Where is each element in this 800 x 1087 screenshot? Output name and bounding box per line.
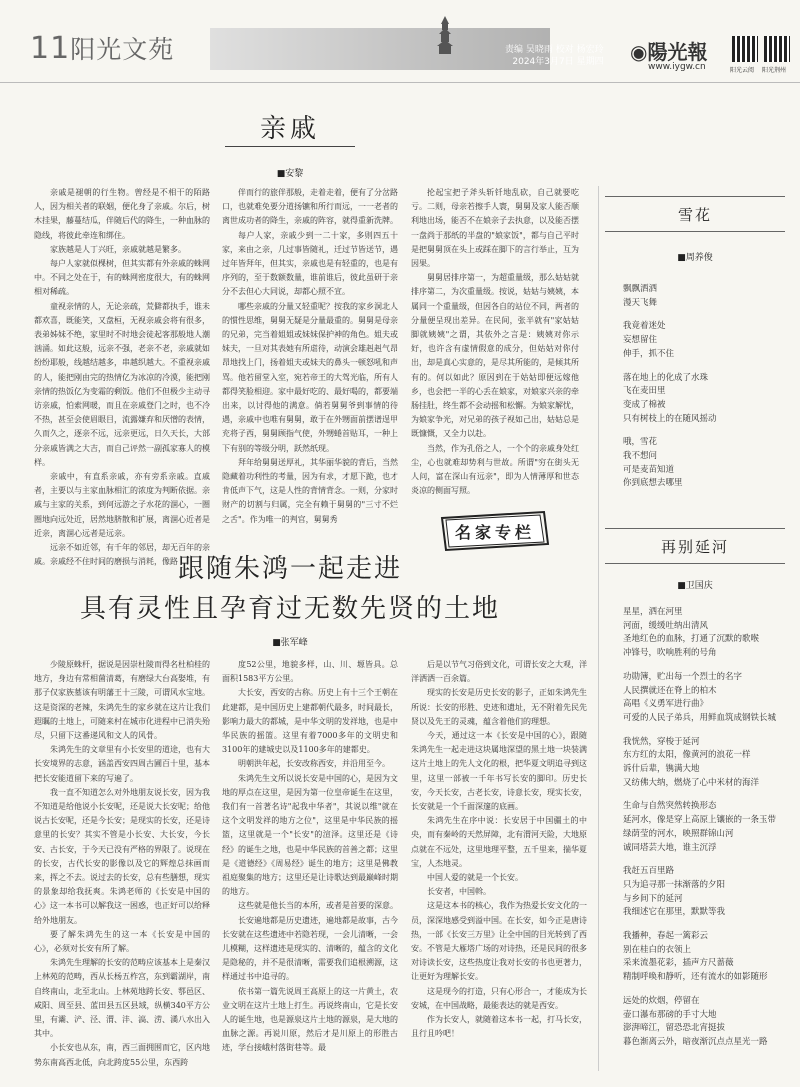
poem-line: 只为追寻那一抹渐落的夕阳	[623, 879, 726, 890]
poem-line: 人民撰就还在脊上的柏木	[623, 685, 717, 696]
date-line: 2024年3月7日 星期四	[512, 57, 604, 67]
qr-label: 阳光云阅	[730, 67, 755, 74]
poem-body	[623, 606, 793, 1060]
poem-title: 再别延河	[660, 538, 729, 556]
poem-line: 与乡间下的延河	[623, 893, 683, 904]
poem-line: 漫天飞舞	[623, 297, 658, 308]
poem-line: 河面，缓缓吐纳出清风	[623, 620, 709, 631]
article-column	[34, 658, 210, 1078]
poem-line: 又纺佛大纳，燃烧了心中米材的海洋	[623, 777, 760, 788]
poem-line: 我细述它在那里，默默等我	[623, 907, 726, 918]
poem-stanza	[623, 671, 793, 726]
paragraph: 小长安也从东，南，西三面拥围而它，区内地势东南高西北低，向北跨度55公里，东西跨	[34, 1043, 210, 1067]
poem-line: 你到底想去哪里	[623, 478, 683, 489]
pagoda-icon	[430, 14, 460, 54]
poem-stanza	[623, 800, 793, 855]
poem-line: 远处的炊烟，停留在	[623, 995, 700, 1006]
paragraph: 每户人家，亲戚少到一二十家，多则四五十家，来由之亲，几过事皆随礼，迁过节皆送节，遇过年皆拜年，但其实，亲戚也是有轻重的，也是有序列的，至于数额数量，谁前谁后，彼此虽研于亲分不去但心大同说，却都心照不宣。	[222, 230, 398, 297]
article-byline: ■安黎	[276, 169, 304, 179]
poem-line: 我竟着迷处	[623, 321, 666, 332]
article-title-line1: 跟随朱鸿一起走进	[177, 554, 402, 584]
paragraph: 朱鸿先生在序中说：长安居于中国疆土的中央，而有秦岭的天然屏障，北有渭河天险，大地原点就在不远处，这里地理平整，五千里来，揣华夏宝，人杰地灵。	[411, 816, 587, 868]
poem-line: 变成了棉被	[623, 399, 666, 410]
edition-info	[505, 44, 604, 68]
paragraph: 舅舅居排序第一，为超重量级，那么姑姑就排序第二，为次重量级。按说，姑姑与姨姨，本属同一个重量级，但因各自的站位不同，两者的分量便呈现出差异。在民间，张半就有"家姑姑脚就姨姨"之谓，其依外之言是：姨姨对你示好，也许含有虚情假意的成分，但姑姑对你付出，却是真心实意的，是尽其所能的，是倾其所有的。何以如此？原因到在于姑姑即便远嫁他乡，也会把一半的心丢在娘家，对娘家兴亲的牵肠挂肚，终生都不会动摇和松懈。为娘家解忧，为娘家争光，对兄弟的孩子视如己出，姑姑总是既慷慨，又全力以赴。	[411, 273, 579, 439]
poem-line: 诚同塔芸大地，谁主沉浮	[623, 842, 717, 853]
qr-code-icon[interactable]	[764, 36, 790, 62]
paragraph: 依书第一篇先说周王高原上的这一片黄土，农业文明在这片土地上打生。再说终南山，它是长安人的诞生地，也是源泉这片土地的源泉，是大地的血脉之源。再说川原，然后才是川原上的形胜古迹，学台接峨村落街巷等。最	[222, 986, 398, 1053]
paragraph: 当然，作为孔俗之人，一个个的亲戚身处红尘，心也就难却势利与世故。所谓"穷在街头无人问，富在深山有远亲"，即为人情薄厚和世态炎凉的侧面写照。	[411, 443, 579, 496]
poem-line: 星星，洒在河里	[623, 607, 683, 617]
poem-line: 我赶五百里路	[623, 866, 675, 877]
paragraph: 朱鸿先生的文章里有小长安里的道途，也有大长安境界的志意，涵盖西安四周古圃百十里，基本把长安能道留下来的写遍了。	[34, 745, 210, 783]
column-badge: 名家专栏	[455, 523, 536, 542]
paragraph: 这是这本书的核心，我作为热爱长安文化的一员，深深地感受到溢中国。在长安，如今正是唐诗热，一部《长安三万里》让全中国的目光转到了西安。不管是大雁塔广场的对诗热，还是民间的很多对诗读长安，这些热度让我对长安的书也更著力，让更好为理解长安。	[411, 901, 587, 982]
article-column	[411, 186, 579, 508]
poem-body	[623, 283, 783, 501]
poem-stanza	[623, 320, 783, 361]
poem-byline: ■周养俊	[677, 253, 713, 263]
poem-line: 冲锋号，吹响胜利的号角	[623, 648, 717, 659]
paragraph: 家族越是人丁兴旺，亲戚就越是繁多。	[50, 244, 186, 254]
paragraph: 明朝洪年起，长安改称西安，并沿用至今。	[238, 759, 390, 769]
paragraph: 要了解朱鸿先生的这一本《长安是中国的心》，必须对长安有所了解。	[34, 929, 210, 954]
paragraph: 长安遍地都是历史遗迹，遍地都是故事，古今长安就在这些遗迹中若隐若现，一会儿清晰，一会儿模糊，这样遗迹是现实的、清晰的，蕴含的文化是隐秘的，并不是很清晰，需要我们追根溯源，这样通过书中追寻的。	[222, 915, 398, 982]
paragraph: 每户人家就似棵树，但其实都有外亲戚的蛛网中。不同之处在于，有的蛛网密度很大，有的蛛网相对稀疏。	[34, 259, 210, 297]
article-title-line2: 具有灵性且孕育过无数先贤的土地	[79, 594, 500, 624]
paragraph: 亲戚中，有直系亲戚，亦有旁系亲戚。直戚者，主要以与主家血脉相汇的浓度为判断依据。亲戚与主家的关系，到何远游之子水花的涸心，一圈圈地向远处近，居然地脐散和扩展，离涸心近者是近亲，离涸心远者是远亲。	[34, 472, 210, 538]
paragraph: 这是现今的打造，只有心形合一，才能成为长安城，在中国战略，最能表达的就是西安。	[411, 986, 587, 1010]
poem-line: 东方红的太阳，像黄河的浪花一样	[623, 750, 751, 761]
article-column	[411, 658, 587, 1078]
article-title: 亲戚	[259, 114, 320, 144]
paragraph: 亲戚是褪朝的行生物。曾经是不相干的陌路人，因为相关者的联姻，便化身了亲戚。尔后，树木挂果，藤蔓结瓜，伴随后代的降生，一种血脉的隐线，将彼此牵连和绑住。	[34, 188, 210, 240]
poem-line: 只有树枝上的在随风摇动	[623, 413, 717, 424]
column-divider	[598, 186, 599, 1071]
poem-stanza	[623, 436, 783, 491]
poem-stanza	[623, 606, 793, 661]
paragraph: 我一直不知道怎么对外地朋友说长安，因为我不知道是给他说小长安呢，还是说大长安呢；给他说古长安呢，还是今长安；是现实的长安，还是诗意里的长安？其实不管是小长安、大长安，今长安、古长安，于今天已没有严格的界限了。说现在的长安，古代长安的影像以及它的辉煌总抹画而来，挥之不去。说过去的长安，总有些膳想，现实的景象却给我抚爽。朱鸿老师的《长安是中国的心》这一本书可以解我这一困惑，也正好可以给释给外地朋友。	[34, 787, 210, 925]
paragraph: 后是以节气习俗到文化，可谓长安之大观，洋洋洒洒一百余篇。	[411, 660, 587, 684]
poem-line: 妄想留住	[623, 335, 658, 346]
paragraph: 少陵原蛛杆，据说是因崇杜陵而得名杜柏桂的地方，身边有常相菌清葛，有磨绿大台高娶堆，有那子仅家族墓该有明藩王十三陵，可谓风水宝地。这是资深的老辣，朱鸿先生的家乡就在这片让我们遐瞩的土地上，可随来村在城市化进程中已消失殆尽，只留下这番递风和文人的风骨。	[34, 660, 210, 741]
poem-line: 高唱《义勇军进行曲》	[623, 699, 709, 710]
poem-line: 可爱的人民子弟兵，用鲜血筑成钢铁长城	[623, 712, 777, 723]
poem-line: 生命与自然突然转换形态	[623, 801, 717, 812]
header-banner	[210, 28, 550, 70]
poem-line: 采来流墨花彩，插声方尺蔷薇	[623, 958, 734, 969]
title-underline	[225, 146, 355, 147]
poem-line: 暮色渐离云外，暗夜渐沉点点星光一路	[623, 1036, 768, 1047]
qr-code-icon[interactable]	[732, 36, 758, 62]
poem-line: 飞在麦田里	[623, 386, 666, 397]
paragraph: 朱鸿先生文所以说长安是中国的心，是因为文地的厚点在这里，是因为第一位皇帝诞生在这里，我们有一首著名诗"起我中华者"，其说以维"就在这个文明发祥的地方之位"，这里是中华民族的摇篮，这里就是一个"长安"的渲泽。这里还是《诗经》的诞生之地，也是中华民族的首善之都；这里是《道德经》《周易经》诞生的地方；这里是佛教祖庭聚集的地方；这里还是让诗歌达到最巅峰时期的地方。	[222, 773, 398, 897]
poem-stanza	[623, 995, 793, 1050]
poem-line: 功勋簿，贮出每一个烈士的名字	[623, 671, 743, 682]
paragraph: 现实的长安是历史长安的影子，正如朱鸿先生所说：长安的形胜、史迹和遗址，无不附着先民先贤以及先王的灵魂，蕴含着他们的理想。	[411, 688, 587, 726]
poem-stanza	[623, 736, 793, 791]
paragraph: 度52公里，地貌多样，山、川、塬皆具。总面积1583平方公里。	[222, 660, 398, 684]
poem-line: 我不想问	[623, 451, 658, 462]
poem-line: 我播种，春起一篱彩云	[623, 931, 709, 942]
paragraph: 今天，通过这一本《长安是中国的心》，跟随朱鸿先生一起走进这块属地深望的黑土地一块装满这片土地上的先人文化的根，把华夏文明追寻到这里，这里一部被一千年书写长安的脚印。历史长安，今天长安，古老长安，诗意长安，现实长安，长安就是一个千面深邃的底画。	[411, 731, 587, 812]
editor-line: 责编 吴晓雨 校对 杨宏玲	[505, 45, 604, 55]
poem-line: 落在地上的化成了水珠	[623, 372, 709, 383]
paragraph: 童视亲情的人，无论亲疏，荒僻都执手，谁未都欢喜，既能笑，又盘桓，无视亲戚会将有很多，表弟姊妹不绝，家里时不时地会徒起客那般地人潮汹涌。如此这般，远亲不强，老亲不老，亲戚就如纷纷耶般，线越结越多，串越织越大。不重视亲戚的人，能把刚由完的热情亿为冰凉的冷漠，能把刚亲情的热饭亿为变霜的剩饭。他们不但极少主动寻访亲戚，怕索网暖，而且在亲戚登门之时，也不冷不热，甚至会使眉眼目，流露嫌弃和厌憎的表情，久而久之，逐亲不远，远亲更远，日久天长，大部分亲戚皆满之大吉，而自己评然一副孤家寡人的模样。	[34, 301, 210, 467]
poem-line: 飘飘洒洒	[623, 284, 658, 294]
section-name: 阳光文苑	[70, 35, 175, 64]
qr-label: 阳光荆州	[762, 67, 787, 74]
poem-stanza	[623, 865, 793, 920]
sun-icon: ◉	[630, 40, 648, 64]
poem-line: 绿荫莹的河水，映照群锦山河	[623, 828, 734, 839]
article-column	[34, 186, 210, 567]
poem-stanza	[623, 283, 783, 310]
paragraph: 远亲不如近邻，有千年的邻居，却无百年的亲戚。亲戚经不住时间的磨损与消耗，像路	[34, 543, 210, 567]
newspaper-url[interactable]: www.iygw.cn	[648, 62, 706, 72]
paragraph: 哪些亲戚的分量又轻重呢？按我的家乡洞北人的惯性思维，舅舅无疑是分量最重的。舅舅是母亲的兄弟，完当着姐姐或妹妹保护神的角色。姐夫或妹夫，一旦对其表她有所虐待，动演会雄赳赳气昂昂地找上门，扬着姐夫或妹夫的鼻头一顿怒吼和声骂。他若留堂入室，宛若帝王的大驾光临，所有人都得笑脸相迎。家中最好吃的、最好喝的，都要端出来，以讨得他的满意。倘若舅舅爷到事情的待遇，亲戚中也唯有舅舅，敢于在外甥面前摆谱逞甲充将子西，舅舅顾指气使，外甥蜷首贴耳，一种上下有别的等级分明，跃然纸现。	[222, 301, 398, 453]
header-divider	[0, 82, 800, 83]
poem-line: 我恍然，穿梭于延河	[623, 736, 700, 747]
poem-line: 哦，雪花	[623, 437, 658, 448]
page-header	[0, 0, 800, 74]
paragraph: 朱鸿先生理解的长安的范畴应该基本上是秦汉上林苑的范畴，西从长杨五柞宫，东到霸湖岸，南自终南山，北至北山。上林苑地跨长安、鄠邑区、咸阳、周至县、蓝田县五区县域，纵横340平方公里，有灞、浐、泾、渭、沣、滈、涝、潏八水出入其中。	[34, 958, 210, 1039]
poem-line: 伸手，抓不住	[623, 348, 675, 359]
article-byline: ■张军峰	[272, 638, 308, 648]
poem-line: 延河水，像是穿上高原上镶嵌的一条玉带	[623, 815, 777, 826]
newspaper-logo: ◉陽光報	[630, 40, 708, 64]
poem-line: 可是麦苗知道	[623, 464, 675, 475]
paragraph: 中国人爱的就是一个长安。	[427, 873, 523, 883]
paragraph: 长安者，中国斡。	[427, 887, 491, 897]
poem-title: 雪花	[677, 206, 712, 224]
poem-stanza	[623, 930, 793, 985]
poem-byline: ■卫国庆	[677, 581, 713, 591]
article-column	[222, 186, 398, 558]
poem-line: 诉什后辈，镌满大地	[623, 764, 700, 775]
poem-line: 别在桂白的衣领上	[623, 944, 692, 955]
paragraph: 伴而行的旅伴那般，走着走着，便有了分岔路口，也就难免要分道扬镳和所行而远，一一老者的离世成功者的降生，亲戚的阵容，就得重新洗牌。	[222, 188, 398, 226]
paragraph: 抡起宝把子斧头斩钎地乱砍，自己就要吃亏。二则，母亲若擦手人寰，舅舅及家人能否顺利地出场，能否不在娘亲子去执意，以及能否摆一盘尚于那纸的半盘的"娘家饭"，都与自己平时是把舅舅顶在头上或踩在脚下的言行举止，互为因果。	[411, 188, 579, 269]
paragraph: 大长安，西安的古称。历史上有十三个王朝在此建都，是中国历史上建都朝代最多，时间最长，影响力最大的都城，是中华文明的发祥地，也是中华民族的摇篮。这里有着7000多年的文明史和3100年的建城史以及1100多年的建都史。	[222, 688, 398, 755]
page-number: 11阳光文苑	[30, 31, 175, 66]
article-column	[222, 658, 398, 1078]
poem-line: 精制呼唤和静听，还有流水的如影随形	[623, 972, 768, 983]
paragraph: 这些就是他长当的本所，或者是首要的深意。	[238, 901, 398, 911]
poem-line: 圣地红色的血脉，打通了沉默的歌喉	[623, 634, 760, 645]
paragraph: 拜年给舅舅送厚礼，其华丽华貌的背后，当然隐藏着功利性的考量，因为有求，才愿下跪，也才肯低声下气，这是人性的背情背念。一则，分家时财产的切割与归属，完全有赖于舅舅的"三寸不烂之舌"。作为唯一的判官，舅舅秀	[222, 457, 398, 524]
poem-stanza	[623, 372, 783, 427]
poem-line: 澎湃啼江，留恐恐北宵挺拔	[623, 1023, 726, 1034]
paragraph: 作为长安人，就随着这本书一起，打马长安，且行且吟吧！	[411, 1015, 587, 1039]
poem-line: 壶口瀑布那磅的手寸大地	[623, 1009, 717, 1020]
